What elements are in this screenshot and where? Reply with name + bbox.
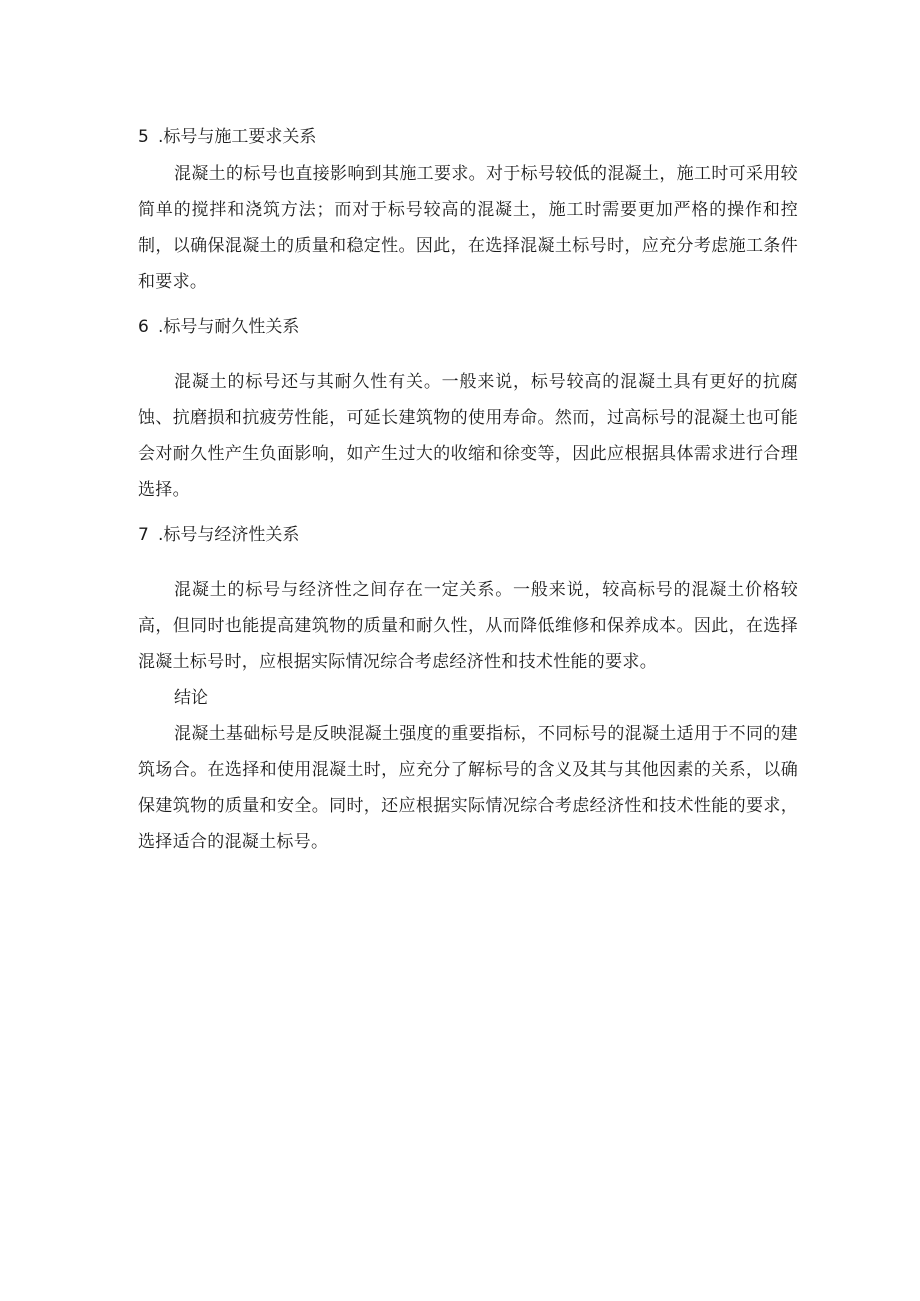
section-heading-7 <box>138 516 798 554</box>
section-heading-5 <box>138 118 798 156</box>
document-body <box>138 118 798 860</box>
section-number: 6 <box>138 317 149 337</box>
section-paragraph-7: 混凝土的标号与经济性之间存在一定关系。一般来说，较高标号的混凝土价格较高，但同时也能提高建筑物的质量和耐久性，从而降低维修和保养成本。因此，在选择混凝土标号时，应根据实际情况综合考虑经济性和技术性能的要求。 <box>138 580 798 672</box>
section-paragraph-5: 混凝土的标号也直接影响到其施工要求。对于标号较低的混凝土，施工时可采用较简单的搅拌和浇筑方法；而对于标号较高的混凝土，施工时需要更加严格的操作和控制，以确保混凝土的质量和稳定性。因此，在选择混凝土标号时，应充分考虑施工条件和要求。 <box>138 164 798 292</box>
section-paragraph-6: 混凝土的标号还与其耐久性有关。一般来说，标号较高的混凝土具有更好的抗腐蚀、抗磨损和抗疲劳性能，可延长建筑物的使用寿命。然而，过高标号的混凝土也可能会对耐久性产生负面影响，如产生过大的收缩和徐变等，因此应根据具体需求进行合理选择。 <box>138 372 798 500</box>
section-title: .标号与经济性关系 <box>158 525 300 545</box>
section-number: 5 <box>138 127 149 147</box>
section-number: 7 <box>138 525 149 545</box>
section-title: .标号与耐久性关系 <box>158 317 300 337</box>
conclusion-paragraph: 混凝土基础标号是反映混凝土强度的重要指标，不同标号的混凝土适用于不同的建筑场合。在选择和使用混凝土时，应充分了解标号的含义及其与其他因素的关系，以确保建筑物的质量和安全。同时，还应根据实际情况综合考虑经济性和技术性能的要求，选择适合的混凝土标号。 <box>138 724 798 852</box>
section-title: .标号与施工要求关系 <box>158 127 317 147</box>
conclusion-heading: 结论 <box>174 688 208 708</box>
section-heading-6 <box>138 308 798 346</box>
